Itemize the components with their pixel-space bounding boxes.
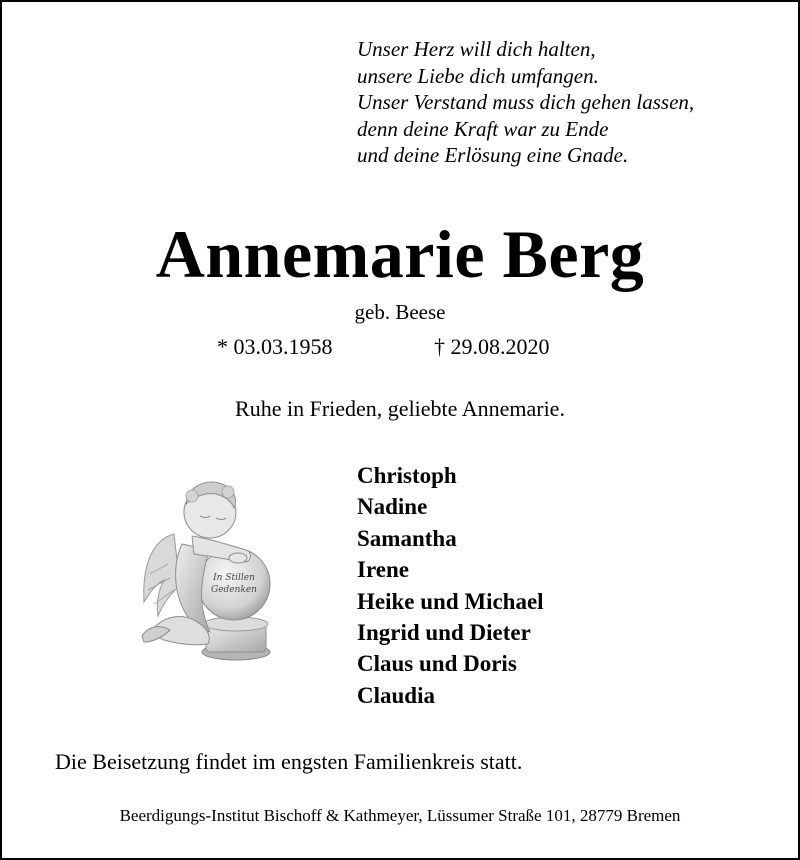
- angel-statue-icon: [134, 474, 282, 664]
- mourners-list: [357, 460, 544, 711]
- poem-line: Unser Verstand muss dich gehen lassen,: [357, 90, 695, 114]
- mourner-name: Claudia: [357, 682, 435, 708]
- mourner-name: Samantha: [357, 525, 457, 551]
- death-date: † 29.08.2020: [434, 334, 550, 359]
- poem-line: Unser Herz will dich halten,: [357, 37, 596, 61]
- birth-date: * 03.03.1958: [217, 334, 333, 359]
- statue-inscription: Gedenken: [211, 585, 257, 595]
- mourner-name: Ingrid und Dieter: [357, 620, 531, 646]
- mourner-name: Nadine: [357, 494, 428, 520]
- deceased-name: Annemarie Berg: [155, 216, 645, 292]
- mourner-name: Claus und Doris: [357, 651, 517, 677]
- statue-inscription: In Stillen: [213, 573, 255, 583]
- mourner-name: Heike und Michael: [357, 588, 544, 614]
- mourner-name: Christoph: [357, 463, 457, 488]
- farewell-line: Ruhe in Frieden, geliebte Annemarie.: [235, 396, 565, 421]
- poem-line: unsere Liebe dich umfangen.: [357, 63, 599, 88]
- funeral-home-line: Beerdigungs-Institut Bischoff & Kathmeyer, Lüssumer Straße 101, 28779 Bremen: [119, 806, 681, 825]
- poem-line: denn deine Kraft war zu Ende: [357, 116, 609, 141]
- poem-line: und deine Erlösung eine Gnade.: [357, 143, 629, 167]
- mourner-name: Irene: [357, 557, 409, 583]
- burial-notice: Die Beisetzung findet im engsten Familienkreis statt.: [55, 749, 523, 774]
- maiden-name: geb. Beese: [354, 300, 446, 324]
- poem: [357, 36, 694, 169]
